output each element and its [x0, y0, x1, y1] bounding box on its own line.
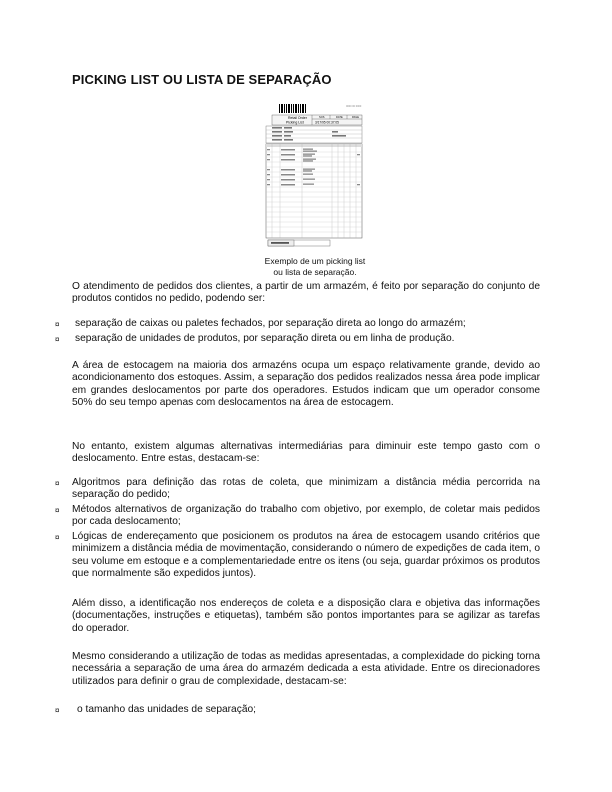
col-sos: SOS — [319, 116, 325, 119]
bullet-icon: ¤ — [55, 533, 60, 542]
picking-list-illustration — [262, 98, 366, 248]
paragraph-2: A área de estocagem na maioria dos armazéns ocupa um espaço relativamente grande, devido ao acondicionamento dos estoques. Assim, a separação dos pedidos realizados nessa área pode implicar em grandes deslocamentos por parte dos operadores. Estudos indicam que um operador consome 50% do seu tempo apenas com deslocamentos na área de estocagem. — [72, 360, 540, 409]
caption-line-1: Exemplo de um picking list — [264, 256, 366, 266]
list3-item-1: o tamanho das unidades de separação; — [77, 704, 256, 715]
header-left-line2: Picking List — [286, 120, 304, 125]
paragraph-3: No entanto, existem algumas alternativas intermediárias para diminuir este tempo gasto com o deslocamento. Entre estas, destacam-se: — [72, 441, 540, 465]
caption-line-2: ou lista de separação. — [273, 267, 357, 277]
list2-item-1: Algoritmos para definição das rotas de coleta, que minimizam a distância média percorrida na separação do pedido; — [72, 477, 540, 501]
barcode-graphic — [279, 104, 306, 113]
paragraph-4: Além disso, a identificação nos endereços de coleta e a disposição clara e objetiva das informações (documentações, instruções e etiquetas), também são pontos importantes para se agilizar as tarefas do operador. — [72, 598, 540, 634]
list1-item-2: separação de unidades de produtos, por separação direta ou em linha de produção. — [75, 333, 455, 344]
svg-text:0000 00 0000: 0000 00 0000 — [346, 105, 362, 108]
header-left-line1: Retail Order — [288, 116, 307, 120]
date-value: 3/17/95 00:37:05 — [315, 120, 339, 125]
paragraph-1: O atendimento de pedidos dos clientes, a partir de um armazém, é feito por separação do conjunto de produtos contidos no pedido, podendo ser: — [72, 281, 540, 305]
bullet-icon: ¤ — [55, 335, 60, 344]
bullet-icon: ¤ — [55, 706, 60, 715]
list1-item-1: separação de caixas ou paletes fechados, por separação direta ao longo do armazém; — [75, 318, 466, 329]
list2-item-3: Lógicas de endereçamento que posicionem os produtos na área de estocagem usando critérios que minimizem a distância média de movimentação, considerando o número de expedições de cada item, o seu volume em estoque e a complementariedade entre os itens (ou seja, guardar próximos os produtos que normalmente são expedidos juntos). — [72, 531, 540, 580]
col-page: PAGE — [352, 116, 360, 119]
bullet-icon: ¤ — [55, 320, 60, 329]
figure-caption — [240, 256, 390, 278]
bullet-icon: ¤ — [55, 479, 60, 488]
picking-list-image — [262, 98, 366, 248]
paragraph-5: Mesmo considerando a utilização de todas as medidas apresentadas, a complexidade do picking torna necessária a separação de uma área do armazém dedicada a esta atividade. Entre os direcionadores utilizados para definir o grau de complexidade, destacam-se: — [72, 651, 540, 687]
bullet-icon: ¤ — [55, 506, 60, 515]
list2-item-2: Métodos alternativos de organização do trabalho com objetivo, por exemplo, de coletar mais pedidos por cada deslocamento; — [72, 504, 540, 528]
col-date: DATE — [336, 116, 343, 119]
page-title: PICKING LIST OU LISTA DE SEPARAÇÃO — [72, 72, 332, 87]
